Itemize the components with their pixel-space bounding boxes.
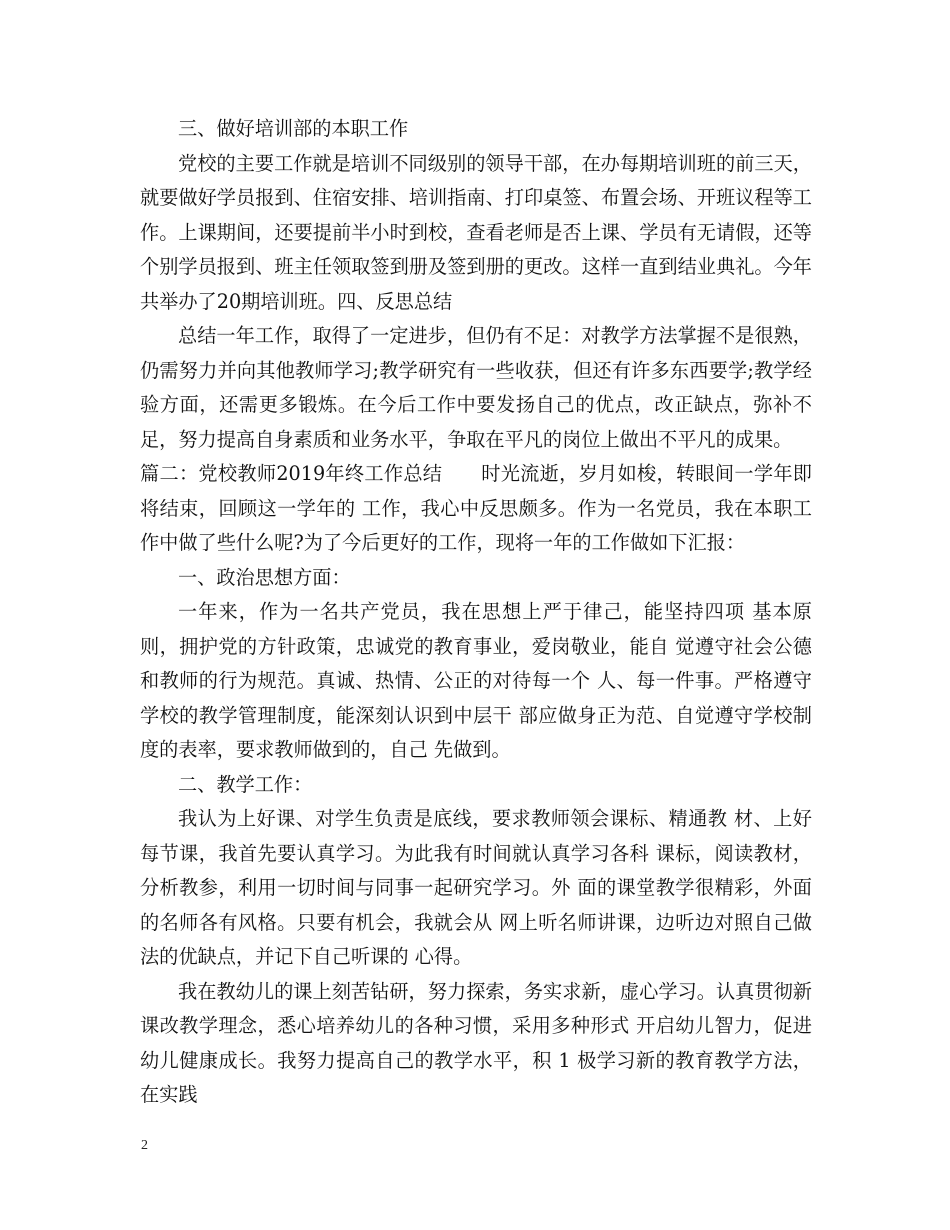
paragraph-part-two-intro: 篇二：党校教师2019年终工作总结 时光流逝，岁月如梭，转眼间一学年即将结束，回顾这一学年的 工作，我心中反思颇多。作为一名党员，我在本职工作中做了些什么呢?为了今后更好的工作，现将一年的工作做如下汇报：	[140, 462, 812, 554]
paragraph-teaching-study: 我认为上好课、对学生负责是底线，要求教师领会课标、精通教 材、上好每节课，我首先要认真学习。为此我有时间就认真学习各科 课标，阅读教材，分析教参，利用一切时间与同事一起研究学习。外 面的课堂教学很精彩，外面的名师各有风格。只要有机会，我就会从 网上听名师讲课，边听边对照自己做法的优缺点，并记下自己听课的 心得。	[140, 807, 812, 968]
paragraph-teaching-children: 我在教幼儿的课上刻苦钻研，努力探索，务实求新，虚心学习。认真贯彻新课改教学理念，悉心培养幼儿的各种习惯，采用多种形式 开启幼儿智力，促进幼儿健康成长。我努力提高自己的教学水平，积 1 极学习新的教育教学方法，在实践	[140, 979, 812, 1106]
paragraph-training-work: 党校的主要工作就是培训不同级别的领导干部，在办每期培训班的前三天，就要做好学员报到、住宿安排、培训指南、打印桌签、布置会场、开班议程等工作。上课期间，还要提前半小时到校，查看老师是否上课、学员有无请假，还等个别学员报到、班主任领取签到册及签到册的更改。这样一直到结业典礼。今年共举办了20期培训班。四、反思总结	[140, 151, 812, 313]
paragraph-political-thought: 一年来，作为一名共产党员，我在思想上严于律己，能坚持四项 基本原则，拥护党的方针政策，忠诚党的教育事业，爱岗敬业，能自 觉遵守社会公德和教师的行为规范。真诚、热情、公正的对待每一个 人、每一件事。严格遵守学校的教学管理制度，能深刻认识到中层干 部应做身正为范、自觉遵守学校制度的表率，要求教师做到的，自己 先做到。	[140, 600, 812, 761]
paragraph-reflection-summary: 总结一年工作，取得了一定进步，但仍有不足：对教学方法掌握不是很熟，仍需努力并向其他教师学习;教学研究有一些收获，但还有许多东西要学;教学经验方面，还需更多锻炼。在今后工作中要发扬自己的优点，改正缺点，弥补不足，努力提高自身素质和业务水平，争取在平凡的岗位上做出不平凡的成果。	[140, 324, 812, 451]
section-heading-training-duties: 三、做好培训部的本职工作	[178, 117, 409, 140]
document-body	[140, 112, 812, 1113]
page-number: 2	[141, 1138, 148, 1153]
section-heading-political-thought: 一、政治思想方面：	[178, 565, 351, 589]
section-heading-teaching-work: 二、教学工作：	[178, 772, 313, 796]
